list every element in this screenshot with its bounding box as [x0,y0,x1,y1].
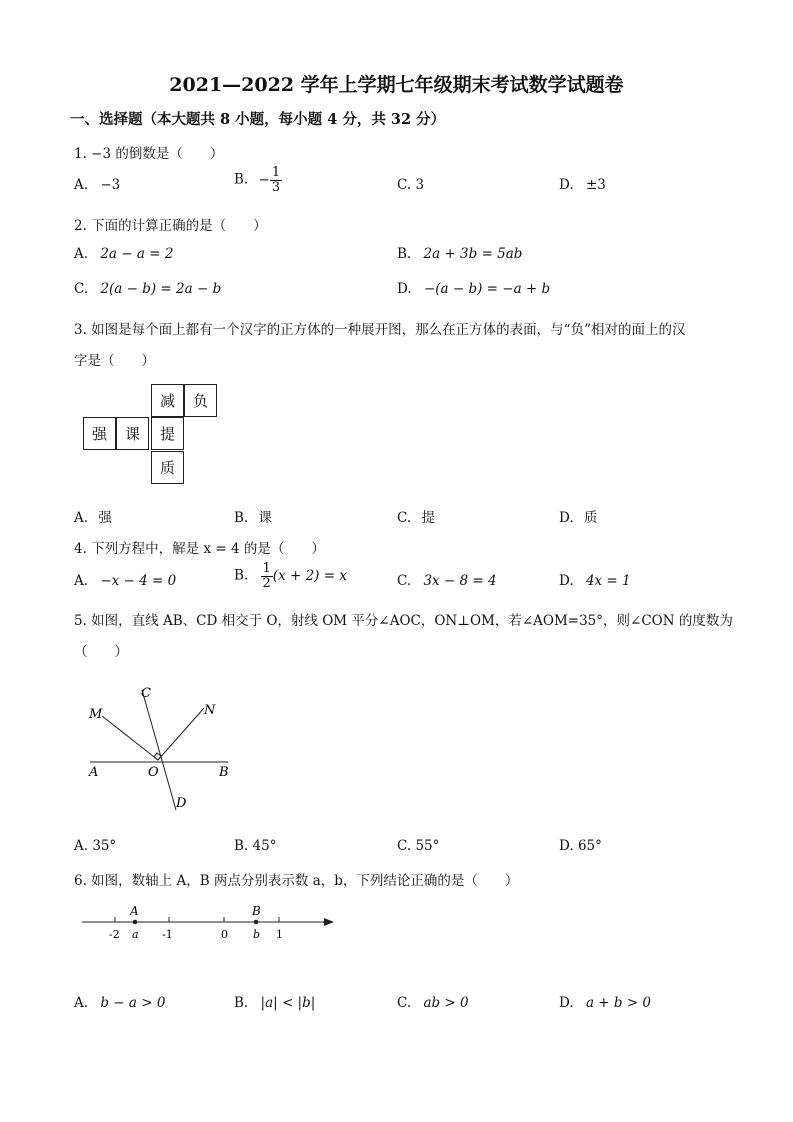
q3-option-d[interactable] [559,506,597,526]
q5-option-a[interactable] [74,838,116,854]
option-text: 55° [415,838,440,854]
ray-on [158,708,204,760]
q1-option-d[interactable] [559,177,606,193]
q4-option-a[interactable] [74,573,176,589]
option-text: 2(a − b) = 2a − b [100,281,222,297]
q3-option-b[interactable] [234,506,272,526]
option-label: C. [397,995,412,1011]
point-b-label: B [252,904,261,918]
q6-option-d[interactable] [559,995,651,1011]
option-text: 强 [98,510,112,526]
q2-option-a[interactable] [74,246,173,262]
tick-label: -2 [109,928,120,941]
fraction-denominator: 2 [262,575,271,591]
option-label: D. [559,573,574,589]
label-o: O [148,765,159,780]
option-label: B. [234,567,249,584]
question-1-stem: 1. −3 的倒数是（ ） [74,146,224,162]
point-b-dot [254,920,259,925]
q5-option-c[interactable] [397,838,439,854]
option-text: ab > 0 [423,995,469,1011]
option-text: 质 [583,510,598,526]
net-face-ti: 提 [151,417,184,450]
q4-option-d[interactable] [559,573,631,589]
option-label: D. [397,281,412,297]
question-5-stem-line-1: 5. 如图，直线 AB、CD 相交于 O，射线 OM 平分∠AOC，ON⊥OM，若∠AOM=35°，则∠CON 的度数为 [74,613,733,629]
page-title: 2021—2022 学年上学期七年级期末考试数学试题卷 [169,74,624,96]
option-label: D. [559,995,574,1011]
option-label: B. [234,171,249,188]
option-text: 35° [92,838,117,854]
q3-option-c[interactable] [397,506,435,526]
tick-label: 0 [221,928,228,941]
option-label: A. [74,510,89,526]
q6-option-b[interactable] [234,995,315,1011]
option-text: −3 [100,177,121,193]
q3-option-a[interactable] [74,506,112,526]
option-label: B. [234,995,249,1011]
label-b: B [219,765,229,780]
option-text: 4x = 1 [585,573,631,589]
q6-option-a[interactable] [74,995,165,1011]
q1-option-b[interactable] [234,166,282,194]
option-label: C. [397,510,412,526]
q5-option-d[interactable] [559,838,602,854]
fraction-denominator: 3 [271,179,281,195]
option-label: C. [397,573,412,589]
option-label: A. [74,177,89,193]
q4-option-b[interactable] [234,562,347,590]
point-a-dot [133,920,138,925]
option-text: b − a > 0 [100,995,166,1011]
option-label: B. [397,246,412,262]
option-label: A. [74,995,89,1011]
option-text: 2a − a = 2 [100,246,174,262]
tick-label: -1 [162,928,173,941]
option-text: −(a − b) = −a + b [423,281,551,297]
option-text: a + b > 0 [585,995,652,1011]
option-text: −x − 4 = 0 [100,573,177,589]
option-text: 45° [252,838,277,854]
question-5-stem-line-2: （ ） [74,644,128,660]
point-a-label: A [130,904,139,918]
net-face-jian: 减 [151,384,184,417]
q2-option-c[interactable] [74,281,221,297]
q6-option-c[interactable] [397,995,469,1011]
fraction-sign: − [258,172,270,189]
q1-option-c[interactable] [397,177,424,193]
q4-option-c[interactable] [397,573,497,589]
option-label: A. [74,573,89,589]
q2-option-d[interactable] [397,281,550,297]
option-text: ±3 [585,177,606,193]
question-6-stem: 6. 如图，数轴上 A，B 两点分别表示数 a，b，下列结论正确的是（ ） [74,873,519,889]
net-face-ke: 课 [116,417,149,450]
label-n: N [204,703,216,718]
option-label: D. [559,510,574,526]
point-a-value: a [132,928,139,941]
fraction-numerator: 1 [262,561,271,576]
option-text: (x + 2) = x [272,568,347,585]
option-label: B. [234,838,249,854]
q5-option-b[interactable] [234,838,276,854]
question-3-stem-line-2: 字是（ ） [74,353,155,369]
angle-figure [80,680,250,815]
option-text: 65° [577,838,602,854]
option-text: 3 [415,177,425,193]
fraction [270,166,282,194]
net-face-fu: 负 [184,384,217,417]
option-label: C. [397,838,412,854]
option-label: A. [74,246,89,262]
axis-arrow-icon [324,918,334,926]
section-heading: 一、选择题（本大题共 8 小题，每小题 4 分，共 32 分） [70,111,446,128]
option-label: A. [74,838,89,854]
option-label: C. [74,281,89,297]
label-c: C [141,686,151,701]
label-a: A [89,765,99,780]
number-line-figure [78,900,343,948]
label-m: M [89,707,103,722]
option-text: |a| < |b| [260,995,316,1011]
option-label: D. [559,177,574,193]
net-face-zhi: 质 [151,451,184,484]
q2-option-b[interactable] [397,246,522,262]
fraction-numerator: 1 [271,165,281,180]
option-text: 3x − 8 = 4 [423,573,497,589]
option-text: 课 [258,510,273,526]
net-face-qiang: 强 [83,417,116,450]
line-cd [142,690,176,810]
point-b-value: b [253,928,261,941]
tick-label: 1 [276,928,283,941]
option-label: C. [397,177,412,193]
option-label: B. [234,510,249,526]
question-2-stem: 2. 下面的计算正确的是（ ） [74,218,267,234]
q1-option-a[interactable] [74,177,120,193]
ray-om [102,716,158,760]
option-text: 提 [421,510,435,526]
question-4-stem: 4. 下列方程中，解是 x = 4 的是（ ） [74,541,325,557]
label-d: D [176,796,187,811]
option-text: 2a + 3b = 5ab [423,246,523,262]
option-label: D. [559,838,574,854]
fraction [261,562,273,590]
question-3-stem-line-1: 3. 如图是每个面上都有一个汉字的正方体的一种展开图，那么在正方体的表面，与“负”相对的面上的汉 [74,322,686,338]
